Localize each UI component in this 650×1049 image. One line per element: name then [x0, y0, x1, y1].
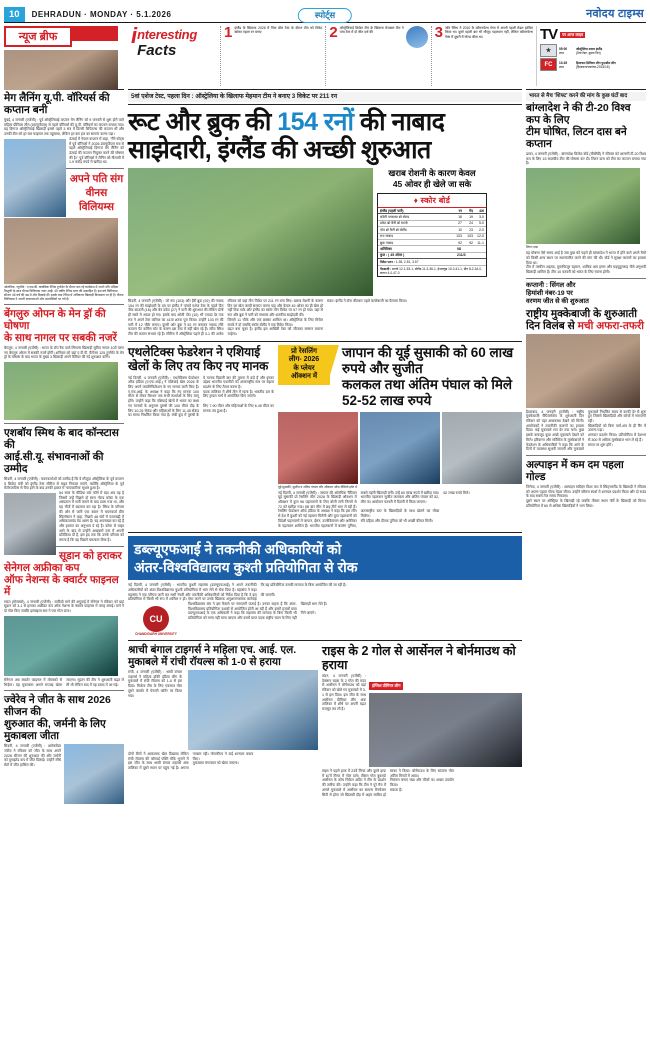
litton-das-photo	[526, 168, 640, 244]
player-balls: 92	[464, 239, 475, 245]
wrestling-section	[128, 341, 522, 529]
headline-line-2: आई.सी.यू. संभावनाओं की उम्मीद	[4, 450, 104, 475]
headline: अल्पाइन में कम दम पहला गोल्ड	[526, 458, 624, 483]
fancode-icon: FC	[540, 58, 557, 71]
player-balls: 103	[464, 233, 475, 239]
col-header-runs: रन	[453, 208, 464, 214]
left-column	[4, 89, 124, 805]
fact-item-2	[325, 26, 427, 86]
story-body-2: ऑक्शन में कुल 96 पहलवानों के लिए बोली लगी जिनमें से 72 को खरीदा गया। इस बार लीग में छह टीमें भाग ले रही हैं। लीग का आयोजन फरवरी में दिल्ली में किया जाएगा।	[278, 500, 427, 509]
headline-line-1: राष्ट्रीय मुक्केबाजी के शुरुआती	[526, 307, 637, 320]
story-body-2: दूसरे स्थान पर ऑस्ट्रिया के खिलाड़ी रहे जबकि तीसरा स्थान नॉर्वे के खिलाड़ी को मिला। प्रतियोगिता में 60 से अधिक खिलाड़ियों ने भाग लिया।	[526, 499, 646, 508]
player-name: रूट नाबाद	[378, 233, 453, 239]
total-row	[378, 252, 486, 258]
pro-wrestling-story	[278, 345, 522, 529]
col-header-player: इंग्लैंड (पहली पारी)	[378, 208, 453, 214]
tv-subtitle: पर आज लाइव	[562, 31, 584, 37]
player-name: पोप ब्रो कैरी ब्रो बोलैंड	[378, 227, 453, 233]
left-story-4	[4, 427, 124, 543]
photo-caption: यूई सुसाकी, सुजीत व अंतिम पंघाल और ऑक्शन ऑफ वीडियो इवेंट में	[278, 484, 358, 489]
lead-subhead-1: खराब रोशनी के कारण केवल	[388, 168, 476, 178]
player-boundaries: 2-0	[475, 227, 486, 233]
extras-value: 08	[453, 246, 486, 252]
fact-number: 3	[434, 24, 443, 41]
tennis-player-photo	[4, 362, 118, 420]
story-body: नई दिल्ली, 4 जनवरी (एजेंसी) : जापान की ओलंपिक चैंपियन यूई सुसाकी प्रो रेसलिंग लीग 2026 के खिलाड़ी ऑक्शन में सबसे महंगी खिलाड़ी बनीं। उन्हें 60 लाख रुपये में खरीदा गया। भारतीय पहलवान सुजीत कलकल और अंतिम पंघाल को 52-52 लाख रुपये मिले।	[278, 490, 470, 500]
photo-caption: ओलंपिक, न्यूयॉर्क : ए.एस.बी. क्लासिक टेनिस टूर्नामेंट के दौरान चल रहे कार्यक्रम में अपने पति अंद्रिया प्रिजुली के साथ वीनस विलियम्स नजर आईं। 45 वर्षीय टेनिस स्टार की उत्साहित हैं। इस वर्ष विलियम्स सीजन 46 वर्ष की उम्र में और दिखाई दीं। इसके बाद टेनिस में अधिकतर खिलाड़ी विश्वस्तर पर ही हैं। वीनस विलियम्स ने अपनी सफलताओं और उपलब्धियों पर गर्व है।	[4, 284, 124, 301]
left-story-6	[4, 694, 124, 768]
lead-headline-line-2: साझेदारी, इंग्लैंड की अच्छी शुरुआत	[128, 136, 431, 164]
story-body-3: इस जीत के साथ श्राची बंगाल टाइगर्स अंक तालिका में दूसरे स्थान पर पहुंच गई है। अगला मुकाबला मंगलवार को खेला जाएगा।	[128, 761, 239, 771]
page-number: 10	[4, 7, 25, 22]
tv-title: TV	[539, 26, 558, 43]
chandigarh-university-logo: CU	[143, 606, 169, 632]
lead-kicker-bar	[128, 89, 522, 105]
story-body: जिनेवा, 4 जनवरी (एजेंसी) : अल्पाइन स्कीइंग विश्व कप में स्विट्जरलैंड के खिलाड़ी ने रविवार को अपना पहला गोल्ड मेडल जीता। उन्होंने स्लैलम स्पर्धा में शानदार प्रदर्शन किया और दो राउंड के बाद सबसे तेज समय निकाला।	[526, 484, 646, 499]
lead-subhead-2: 45 ओवर ही खेले जा सके	[392, 179, 472, 189]
player-runs: 103	[453, 233, 464, 239]
lead-body-2: जैक क्राउली (16) और बेन डकेट (27) ने पारी की शुरुआत की लेकिन दोनों ही सस्ते में आउट हो गए। इसके बाद ओली पोप (10) भी ज्यादा देर तक नहीं टिक सके और इंग्लैंड का स्कोर तीन विकेट पर 57 रन हो गया। यहां से रूट और ब्रुक ने पारी को संभाला और शतकीय साझेदारी की।	[128, 308, 323, 318]
headline-line-2: दिन विलंब से मची अफरा-तफरी	[526, 319, 644, 332]
main-grid	[4, 89, 646, 805]
wrestler-photo-2	[360, 412, 440, 484]
story-body: नई दिल्ली, 4 जनवरी (एजेंसी) : एथलेटिक्स फेडरेशन ऑफ इंडिया (ए.एफ.आई.) ने एशियाई खेल 2026 के लिए अपने क्वालिफिकेशन के नए मानक जारी किए हैं। ये मानक पिछली बार की तुलना में कड़े हैं और इनका उद्देश्य भारतीय एथलीटों को अंतरराष्ट्रीय स्तर पर बेहतर प्रदर्शन के लिए तैयार करना है।	[128, 375, 274, 390]
headline: मेग लैनिंग यू.पी. वॉरियर्स की कप्तान बनी	[4, 92, 110, 116]
player-boundaries: 3-0	[475, 214, 486, 220]
story-body-3: नए मानकों के अनुसार पुरुषों की 100 मीटर दौड़ के लिए 10.25 सेकंड और महिलाओं के लिए 11.45 सेकंड का समय निर्धारित किया गया है। लंबी कूद में पुरुषों के लिए 7.90 मीटर और महिलाओं के लिए 6.45 मीटर का मानक तय हुआ है।	[128, 403, 274, 418]
story-body: बेंगलुरु, 4 जनवरी (एजेंसी) : भारत के टॉप रैंक वाले सिंगल्स खिलाड़ी सुमित नागल 10वें चरण नए बेंगलुरु ओपन में सबकी नजरें होंगी। शनिवार को यहां ए.टी.पी. चैलेंजर 125 टूर्नामेंट के मेन ड्रॉ के घोषणा के बाद भारत के मुख्य 3 खिलाड़ी अपने कैरियर की नई शुरुआत करेंगे।	[4, 345, 124, 360]
top-strip	[4, 23, 646, 86]
headline-line-2: के साथ नागल पर सबकी नजरें	[4, 331, 117, 344]
tv-program: ऑस्ट्रेलिया बनाम इंग्लैंड	[575, 46, 603, 51]
story-body-2: ए.एफ.आई. के अध्यक्ष ने कहा कि नए मानक 100 मीटर से लेकर मैराथन तक सभी स्पर्धाओं के लिए लागू होंगे। उन्होंने कहा कि एशियाई खेलों में भारत का लक्ष्य पदक तालिका में शीर्ष तीन में रहना है। भारतीय दल के लिए ट्रायल मार्च में आयोजित किए जाएंगे।	[128, 389, 274, 404]
center-column	[128, 89, 522, 805]
right-column	[526, 89, 646, 805]
scoreboard-table	[378, 208, 486, 259]
facts-i-letter: i	[131, 23, 138, 48]
headline-line-1: बांग्लादेश ने की टी-20 विश्व कप के लिए	[526, 102, 631, 126]
news-brief-label: न्यूज ब्रीफ	[4, 26, 72, 47]
pro-wrestling-tab	[278, 345, 330, 385]
wrestler-photo-3	[442, 412, 522, 484]
player-runs: 92	[453, 239, 464, 245]
extras-label: अतिरिक्त	[378, 246, 453, 252]
boxing-side-kicker-2: हिमांशी नंबर-19 पर	[526, 289, 573, 297]
interesting-facts-logo	[127, 23, 217, 86]
story-body-4: फेडरेशन के अधिकारियों ने कहा कि आगे के दिनों में व्यवस्था सुधारी जाएगी और मुकाबले समय पर शुरू होंगे।	[526, 442, 613, 452]
tv-time-label: शाम	[558, 50, 564, 55]
story-body: सिडनी, 4 जनवरी (एजेंसी) : चयनकर्ताओं को उम्मीद है कि वे मौजूदा ऑस्ट्रेलिया के पूर्व कप्तान व क्रिकेट मंत्री को इंग्लैंड टेस्ट सीरीज से बाहर निकाल पाएंगे, क्योंकि ऑस्ट्रेलिया के पूर्व मेंटॉरजाटिस से चैंपा होने के बाद उनकी हालत में 'चमत्कारिक' सुधार हुआ है।	[4, 476, 124, 491]
fact-text: जॉन स्मिथ ने 2010 के कॉमनवेल्थ गेम्स में अपनी पहली मेडल हासिल किया था। दूसरे पहली बार भी मौजूद पहलवान नहीं, लेकिन कॉमनवेल्थ गेम्स में दूसरी में गोल्ड जीता था।	[445, 26, 533, 39]
story-body-cont: 54 साल के मीडिया वर्क फॉर्म में बड़ा अब यह है जिसमें उन्हें पिछले दो साल गोल्ड कोस्ट के एक अस्पताल में भर्ती कराने के बाद डाला गया था, और यह चीजें में बदलाव कर रहा है। स्मिथ के परिवार की ओर से जारी एक बयान में चयनकर्ता ग्रीम स्विलॉस्टन ने कहा, पिछले 48 घंटों में पटलबढ़ी में अधिकतमवंद मेड अलग है। वह अपनाखर कर रहे हैं और हालात का अनुभाव दे रहे हैं। कोमा से बाहर आने के बाद से उन्होंने अखबारों तक में अपनी प्रतिक्रिया दी है, इस हद तक कि उनके परिवार को लगता है कि वह पिछले चमत्कार जैसा है।	[59, 491, 124, 543]
headline-line-1: एशबॉय स्मिथ के बाद कॉन्स्टास की	[4, 426, 119, 451]
cu-label: CHANDIGARH UNIVERSITY	[135, 632, 177, 637]
wrestler-photo-strip	[278, 412, 522, 484]
newspaper-page	[0, 6, 650, 1049]
headline-line-2: अंतर-विश्वविद्यालय कुश्ती प्रतियोगिता से रोक	[134, 559, 358, 576]
lead-media-row	[128, 168, 522, 296]
fall-of-wickets: विकेट पतन : 1-35, 2-51, 3-57	[380, 260, 419, 265]
lead-body-3: रूट ने अपने टेस्ट करियर का 41वां शतक पूरा किया। उन्होंने 103 रन की पारी में 12 चौके लगाए। दूसरी ओर ब्रुक ने 92 रन बनाकर नाबाद लौटे जिसमें 11 चौके और एक छक्का शामिल था। ऑस्ट्रेलिया के लिए मिचेल स्टार्क ने दो जबकि स्कॉट बोलैंड ने एक विकेट लिया।	[128, 317, 323, 327]
player-runs: 16	[453, 214, 464, 220]
star-sports-icon: ★	[540, 44, 557, 57]
headline-line-2: ऑफ नेशन्स के क्वार्टर फाइनल में	[4, 573, 119, 598]
story-body: ढाका, 4 जनवरी (एजेंसी) : बांग्लादेश क्रिकेट बोर्ड (बीसीबी) ने रविवार को आगामी टी-20 विश्व कप के लिए 15 सदस्यीय टीम की घोषणा कर दी। लिटन दास को टीम का कप्तान बनाया गया है।	[526, 152, 646, 166]
headline-line-2: खेलों के लिए तय किए नए मानक	[128, 358, 269, 373]
scoreboard-title: ♦ स्कोर बोर्ड	[378, 194, 486, 208]
story-body-3: आर्सेनल के कोच मिकेल अर्टेटा ने टीम के प्रदर्शन की तारीफ की। उन्होंने कहा कि टीम ने पूरे मैच में नियंत्रण बनाए रखा और मौकों का अच्छा उपयोग किया।	[322, 778, 454, 788]
player-boundaries: 11-1	[475, 239, 486, 245]
bowling-figures: गेंदबाजी : स्टार्क 12-1-53-1, बोलैंड 11-3-36-1, हेजलवुड 10-0-41-1, ग्रीन 8-2-34-0, लायन 4-0-47-0	[378, 265, 486, 276]
headline-line-1: बेंगलुरु ओपन के मेन ड्रॉ की घोषणा	[4, 307, 106, 332]
col-header-balls: गेंद	[464, 208, 475, 214]
headline-line-2: मुकाबले में रांची रॉयल्स को 1-0 से हराया	[128, 656, 281, 669]
athletics-story	[128, 345, 274, 529]
tv-time: 05:00	[558, 46, 568, 51]
story-body: रांची, 4 जनवरी (एजेंसी) : श्राची बंगाल टाइगर्स ने महिला हॉकी इंडिया लीग के मुकाबले में रांची रॉयल्स को 1-0 से हरा दिया। विजेता टीम के लिए एकमात्र गोल दूसरे क्वार्टर में पेनल्टी कॉर्नर पर किया गया।	[128, 670, 182, 698]
left-story-1	[4, 89, 124, 165]
wfi-body-3: विश्वविद्यालय संघ ने इस फैसले पर नाराजगी जताई है। उनका कहना है कि अंतर-विश्वविद्यालय प्रतियोगिता दशकों से आयोजित होती आ रही है और इसमें हजारों छात्र खिलाड़ी भाग लेते हैं।	[188, 602, 327, 611]
headline-line-2: टीम घोषित, लिटन दास बने कप्तान	[526, 126, 627, 150]
tv-program-sub: (हिमाचल/जालंधर-2015/16)	[575, 64, 610, 69]
headline-line-1: ज्वेरेव ने जीत के साथ 2026 सीजन की	[4, 694, 111, 719]
boxing-side-kicker-3: वरणम जीत से की शुरुआत	[526, 297, 589, 305]
zverev-photo	[64, 744, 124, 804]
story-body-3: रेसलिंग फेडरेशन ऑफ इंडिया के अध्यक्ष ने कहा कि इस लीग से देश में कुश्ती को नई पहचान मिलेगी और युवा पहलवानों को अंतरराष्ट्रीय स्तर के खिलाड़ियों के साथ खेलने का मौका मिलेगा।	[278, 509, 440, 519]
facts-word-facts: Facts	[137, 42, 177, 59]
right-story-alpine	[526, 459, 646, 509]
story-body: लंदन, 4 जनवरी (एजेंसी) : डेक्लान राइस के 2 गोल की मदद से आर्सेनल ने बोर्नमाउथ को यहां रविवार को खेले गए मुकाबले में 3-1 से हरा दिया। इस जीत के साथ आर्सेनल प्रीमियर लीग अंक तालिका में शीर्ष पर अपनी बढ़त मजबूत कर ली है।	[322, 674, 366, 711]
player-balls: 23	[464, 227, 475, 233]
tab-line-3: के प्लेयर	[293, 364, 315, 372]
fact-text: ऑस्ट्रेलियाई क्रिकेट टीम के खिलाफ मेजबान टीम ने पांच टेस्ट में दो जीत दर्ज की	[339, 26, 404, 35]
story-body-3: टीम में तस्कीन अहमद, मुस्तफिजुर रहमान, शाकिब अल हसन और महमूदुल्लाह जैसे अनुभवी खिलाड़ी शामिल हैं। टीम 10 फरवरी को भारत के लिए रवाना होगी।	[526, 265, 646, 274]
story-body: रबात (मोरक्को), 4 जनवरी (एजेंसी) : सादियो माने की अगुवाई में सेनेगल ने रविवार को यहां सूडान को 3-1 से हराकर अफ्रीका कप ऑफ नेशन्स के क्वार्टर फाइनल में जगह बनाई। माने ने दो गोल किए जबकि इस्माइला सार ने एक गोल दागा।	[4, 599, 124, 614]
arsenal-story	[322, 644, 522, 797]
player-balls: 19	[464, 214, 475, 220]
tv-time-label: शाम	[558, 64, 564, 69]
player-name: ब्रुक नाबाद	[378, 239, 453, 245]
boxing-photo	[526, 334, 640, 408]
news-brief-bar	[72, 26, 118, 41]
story-body-2: यह घोषणा ऐसे समय आई है जब कुछ घंटे पहले ही बांग्लादेश ने भारत में होने वाले अपने मैचों को किसी अन्य स्थान पर स्थानांतरित करने की मांग की थी। बोर्ड ने सुरक्षा कारणों का हवाला दिया था।	[526, 251, 646, 265]
headline-line-1: सूडान को हराकर सेनेगल अफ्रीका कप	[4, 549, 122, 574]
league-badge: इंग्लिश प्रीमियर लीग	[369, 682, 403, 690]
scoreboard	[377, 193, 487, 277]
player-name: डकेट ब्रो कैरी ब्रो स्टार्क	[378, 220, 453, 226]
tv-row	[540, 44, 646, 57]
left-story-5	[4, 550, 124, 688]
headline-line-1: जापान की यूई सुसाकी को 60 लाख रुपये और सुजीत	[342, 344, 514, 376]
player-boundaries: 5-0	[475, 220, 486, 226]
bottom-sports-row	[128, 640, 522, 797]
tab-line-1: प्रो रेसलिंग	[291, 347, 317, 355]
wfi-body-4: डब्ल्यूएफआई के एक अधिकारी ने कहा कि महासंघ की मान्यता के बिना किसी भी प्रतियोगिता को मान्य नहीं माना जाएगा और उसमें प्राप्त पदक राष्ट्रीय चयन के लिए नहीं गिने जाएंगे।	[188, 611, 316, 621]
tv-program: हिमाचल प्रिमियर लीग फुटबॉल लीग	[575, 60, 616, 65]
tv-program-sub: (5वां टेस्ट, दूसरा दिन)	[575, 50, 601, 55]
player-name: क्रॉली पगबाधा ब्रो बोल्ड	[378, 214, 453, 220]
masthead	[4, 6, 646, 23]
player-boundaries: 12-0	[477, 234, 485, 239]
player-runs: 27	[453, 220, 464, 226]
hockey-photo	[188, 670, 318, 750]
fact-text: इंग्लैंड के खिलाफ 2026 में पिंक बॉल टेस्ट के दौरान टीम को विकेट खोकर पहला रन बनाए	[234, 26, 323, 35]
headline: राइस के 2 गोल से आर्सेनल ने बोर्नमाउथ को हराया	[322, 644, 516, 673]
headline: अपने पति संग वीनस विलियम्स	[69, 173, 124, 214]
tab-line-4: ऑक्शन में	[290, 373, 318, 381]
wfi-section	[128, 532, 522, 636]
wfi-body-2: महासंघ ने एक परिपत्र जारी कर सभी रेफरी और तकनीकी अधिकारियों को निर्देश दिया है कि वे इस प्रतियोगिता में किसी भी रूप में शामिल न हों। ऐसा करने पर उनके खिलाफ अनुशासनात्मक कार्रवाई की जाएगी।	[128, 592, 276, 602]
news-brief-photo	[4, 50, 118, 90]
tab-line-2: लीग- 2026	[288, 356, 320, 364]
story-body: हैदराबाद, 4 जनवरी (एजेंसी) : राष्ट्रीय मुक्केबाजी चैंपियनशिप के शुरुआती दिन रविवार को यहां अव्यवस्था देखने को मिली। मुकाबले निर्धारित समय से काफी देर से शुरू हुए जिससे खिलाड़ियों और कोचों में नाराजगी रही।	[526, 409, 646, 424]
cu-sponsor-block	[128, 602, 184, 636]
story-body-cont: ऊंचाई में नेपाल कप्तान में कहा, "मैंने स्टेट्स में पूर्व वॉरियर्स ने 2026 डब्ल्यूपीएल सत्र से पहले ऑस्ट्रेलियाई दिग्गज मेग लैनिंग को ऊंचाई की कप्तान नियुक्त करने की घोषणा की है।" पूर्व वॉरियर्स ने लैनिंग को नीलामी में 1.9 करोड़ रुपये में खरीदा था।	[69, 136, 124, 165]
wfi-body-1: नई दिल्ली, 4 जनवरी (एजेंसी) : भारतीय कुश्ती महासंघ (डब्ल्यूएफआई) ने अपने तकनीकी अधिकारियों को अंतर-विश्वविद्यालय कुश्ती प्रतियोगिता में भाग लेने से रोक दिया है। महासंघ ने कहा कि यह प्रतियोगिता उसकी मान्यता के बिना आयोजित की जा रही है।	[128, 583, 347, 592]
total-label: कुल : ( 45 ओवर )	[378, 252, 453, 258]
venus-williams-photo	[4, 218, 118, 284]
fact-item-3	[431, 26, 533, 86]
boxing-side-kicker-1: कप्तानी : सिंगल और	[526, 281, 576, 289]
story-body-4: विदेशी पहलवानों में जापान, ईरान, उज्बेकिस्तान और अमेरिका के पहलवान शामिल हैं। भारतीय पहलवानों में बजरंग पुनिया, रवि दहिया और दीपक पुनिया को भी अच्छी कीमत मिली।	[278, 518, 433, 528]
football-photo	[4, 616, 118, 676]
left-story-3	[4, 308, 124, 420]
right-story-bangladesh	[526, 89, 646, 275]
player-runs: 10	[453, 227, 464, 233]
photo-caption: लिटन दास	[526, 245, 538, 250]
story-body-2: दोनों टीमों ने आक्रामक खेल दिखाया लेकिन रांची रॉयल्स की फॉरवर्ड पंक्ति मौके भुनाने में नाकाम रही। गोलकीपर ने कई शानदार बचाव किए।	[128, 752, 254, 761]
story-body-cont: सेनेगल अब क्वार्टर फाइनल में मोरक्को से भिड़ेगा। यह मुकाबला अगले सप्ताह खेला जाएगा। सूडान की टीम ने शुरुआती बढ़त ले ली थी लेकिन बाद में वह दबाव में आ गई।	[4, 677, 124, 687]
lead-kicker: 5वां एशेज टेस्ट, पहला दिन : ऑस्ट्रेलिया के खिलाफ मेहमान टीम ने बनाए 3 विकेट पर 211 रन	[128, 92, 522, 102]
brand-logo: नवोदय टाइम्स	[586, 8, 644, 20]
cricketer-photo	[4, 493, 56, 555]
story-body: मुंबई, 4 जनवरी (एजेंसी) : पूर्व ऑस्ट्रेलियाई कप्तान मेग लैनिंग को 9 जनवरी से शुरू होने वाले महिला प्रीमियर लीग (डब्ल्यूपीएल) से पहले वॉरियर्स की यू.पी. वॉरियर्स का कप्तान बनाया गया। यह दिग्गज ऑस्ट्रेलियाई खिलाड़ी इससे पहले 3 सत्र में दिल्ली कैपिटल्स की कप्तान थीं और उनकी टीम को हर बार फाइनल तक पहुंचाया, लेकिन हर बार हार का सामना करना पड़ा।	[4, 118, 124, 137]
col-header-boundaries: 4/6	[475, 208, 486, 214]
arsenal-match-photo	[369, 693, 522, 767]
lead-body-1: सिडनी, 4 जनवरी (एजेंसी) : जो रूट (103) और हैरी ब्रुक (92) की नाबाद 154 रन की साझेदारी के दम पर इंग्लैंड ने पांचवें एशेज टेस्ट के पहले दिन रविवार को यहां तीन विकेट पर 211 रन बना लिए। खराब रोशनी के कारण दिन का खेल जल्दी समाप्त करना पड़ा और केवल 45 ओवर का ही खेल हो सका। इंग्लैंड ने टॉस जीतकर पहले बल्लेबाजी का फैसला किया।	[128, 299, 408, 308]
dateline: DEHRADUN · MONDAY · 5.1.2026	[31, 9, 172, 19]
lead-match-photo	[128, 168, 373, 296]
headline-line-2: शुरुआत की, जर्मनी के लिए मुकाबला जीता	[4, 718, 106, 743]
headline-line-2: कलकल तथा अंतिम पंघाल को मिले 52-52 लाख रुपये	[342, 376, 513, 408]
fact-number: 1	[224, 24, 233, 41]
right-story-boxing	[526, 282, 646, 452]
tv-time: 13:45	[558, 60, 568, 65]
player-avatar	[406, 26, 428, 48]
news-brief-block	[4, 26, 124, 86]
story-body-3: इसके बावजूद कुछ अच्छे मुकाबले देखने को मिले। हरियाणा और सर्विसेज के मुक्केबाजों ने शानदार प्रदर्शन किया। प्रतियोगिता में देशभर से 300 से अधिक मुक्केबाज भाग ले रहे हैं।	[526, 433, 646, 442]
kicker: भारत से मैच 'शिफ्ट' करने की मांग के कुछ घंटों बाद	[526, 92, 646, 101]
total-value: 211/3	[453, 252, 486, 258]
headline-line-1: श्राची बंगाल टाइगर्स ने महिला एच. आई. एल.	[128, 644, 297, 657]
headline-line-1: डब्ल्यूएफआई ने तकनीकी अधिकारियों को	[134, 541, 342, 558]
tv-row	[540, 58, 646, 71]
lead-headline-line-1: रूट और ब्रुक की 154 रनों की नाबाद	[128, 108, 445, 136]
story-body: सिडनी, 4 जनवरी (एजेंसी) : अलेक्जेंडर ज्वेरेव ने रविवार को जीत के साथ अपने 2026 सीजन की शुरुआत की और जर्मनी को यूनाइटेड कप में जीत दिलाई। उन्होंने सीधे सेटों में जीत हासिल की।	[4, 744, 61, 768]
story-body-4: अगले मुकाबले में आर्सेनल का सामना मैनचेस्टर सिटी से होगा जो खिताबी दौड़ में अहम साबित हो सकता है।	[322, 787, 403, 797]
fact-item-1	[220, 26, 322, 86]
story-body-2: राइस ने पहले हाफ में 23वें मिनट और दूसरे हाफ में 67वें मिनट में गोल दागे। तीसरा गोल बुकायो साका ने किया। बोर्नमाउथ के लिए सांत्वना गोल अंतिम मिनटों में आया।	[322, 769, 454, 778]
player-balls: 24	[464, 220, 475, 226]
story-body-2: आयोजकों ने तकनीकी कारणों का हवाला दिया। कई मुकाबले रात देर तक चले। कुछ खिलाड़ियों को बिना वार्म-अप के ही रिंग में उतरना पड़ा।	[526, 423, 646, 433]
player-photo	[4, 139, 66, 217]
section-tag: स्पोर्ट्स	[298, 8, 352, 23]
hockey-story	[128, 644, 318, 797]
fact-number: 2	[329, 24, 338, 41]
wfi-headline-box	[128, 536, 522, 580]
headline-line-1: एथलेटिक्स फेडरेशन ने एशियाई	[128, 344, 261, 359]
lead-body-4: कप्तान पैट कमिंस चोट के कारण इस टेस्ट में नहीं खेल रहे हैं। स्टीव स्मिथ टीम की कमान संभाल रहे हैं। सीरीज में ऑस्ट्रेलिया पहले ही 3-1 की अजेय बढ़त बना चुका है। इंग्लैंड इस आखिरी टेस्ट को जीतकर सम्मान बचाना चाहेगा।	[128, 327, 323, 336]
tv-listing-block	[536, 26, 646, 86]
facts-word-interesting: nteresting	[137, 27, 197, 42]
wrestler-photo-1	[278, 412, 358, 484]
